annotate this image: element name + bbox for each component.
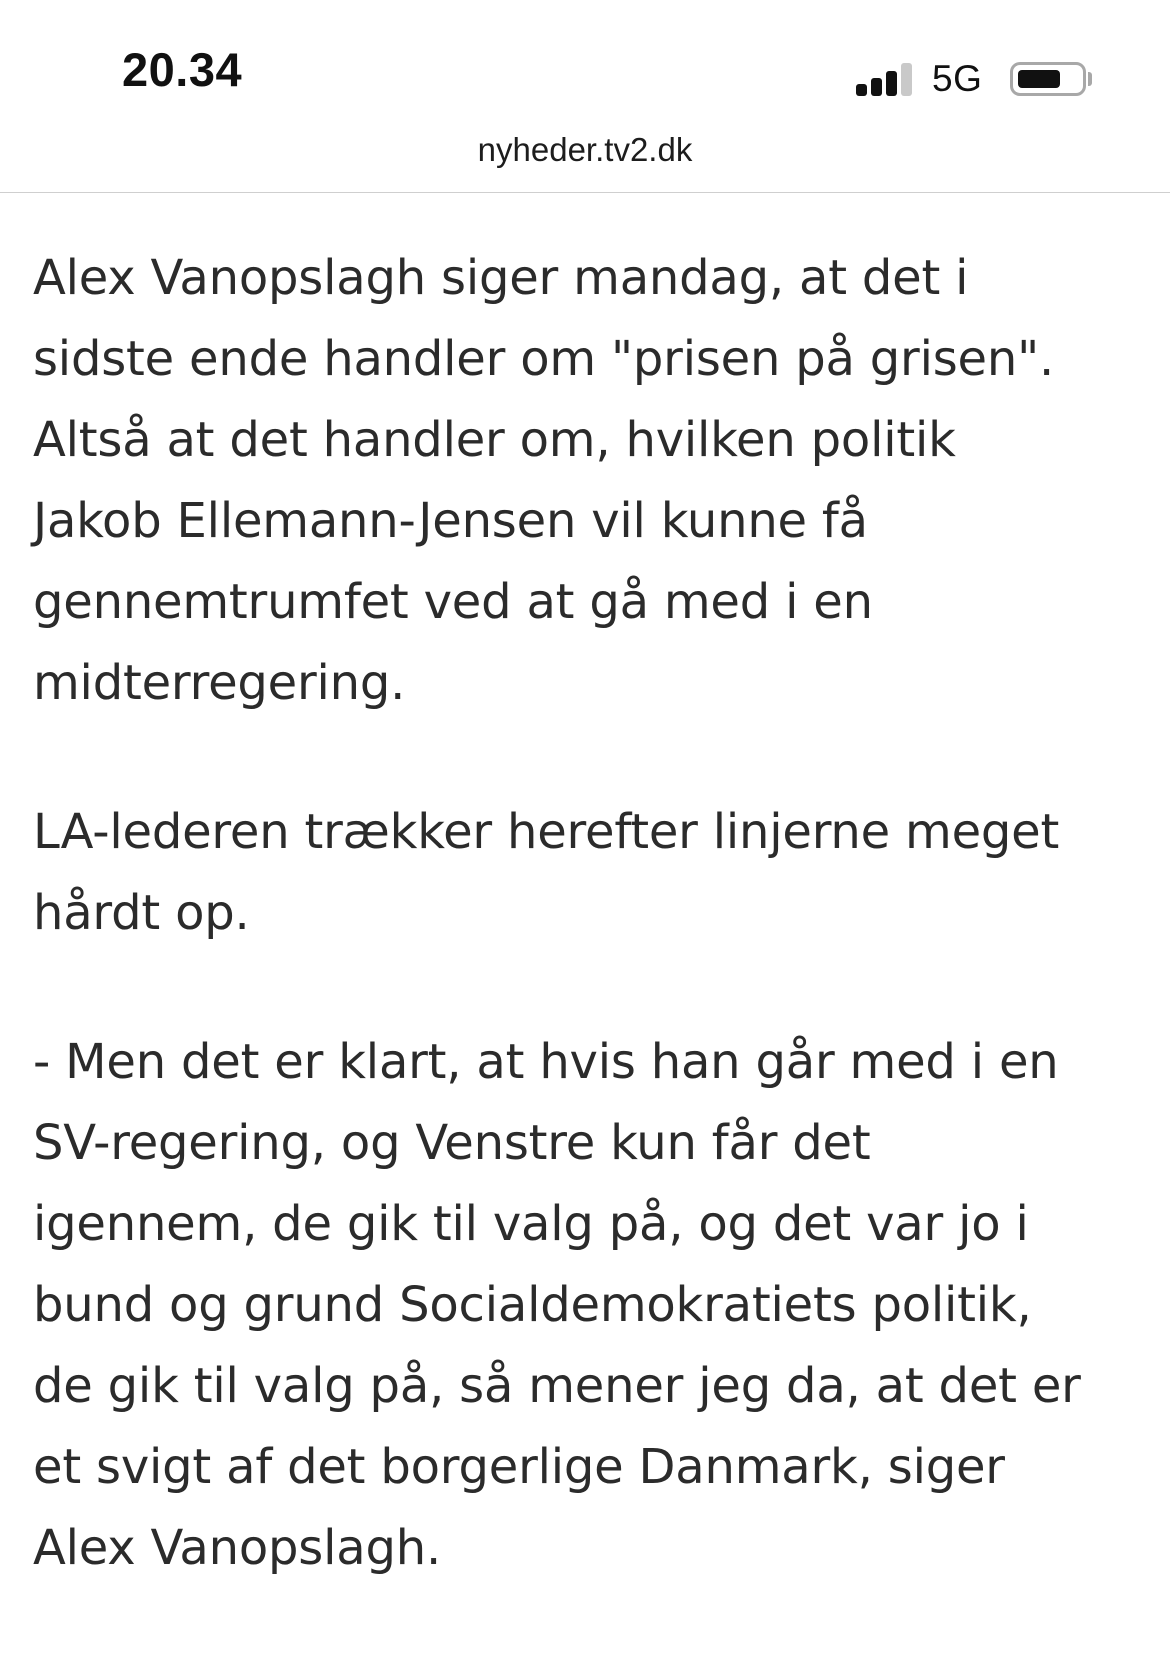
page-url[interactable]: nyheder.tv2.dk — [477, 131, 693, 168]
text-line: Alex Vanopslagh. — [33, 1520, 442, 1576]
signal-bar-3 — [886, 71, 897, 96]
cellular-signal-icon — [856, 62, 914, 96]
signal-bar-2 — [871, 78, 882, 96]
browser-url-bar[interactable] — [0, 122, 1170, 192]
text-line: et svigt af det borgerlige Danmark, siger — [33, 1439, 1005, 1495]
text-line: Alex Vanopslagh siger mandag, at det i — [33, 250, 969, 306]
signal-bar-4 — [901, 63, 912, 96]
text-line: Altså at det handler om, hvilken politik — [33, 412, 956, 468]
text-line: - Men det er klart, at hvis han går med i en — [33, 1034, 1059, 1090]
text-line: LA-lederen trækker herefter linjerne meget — [33, 804, 1060, 860]
battery-level-fill — [1018, 70, 1060, 88]
article-body — [33, 238, 1123, 1657]
article-paragraph-3 — [33, 1022, 1123, 1589]
signal-bar-1 — [856, 84, 867, 96]
text-line: SV-regering, og Venstre kun får det — [33, 1115, 871, 1171]
text-line: Jakob Ellemann-Jensen vil kunne få — [33, 493, 868, 549]
text-line: hårdt op. — [33, 885, 250, 941]
battery-icon — [1010, 62, 1086, 96]
status-time: 20.34 — [122, 43, 243, 96]
text-line: bund og grund Socialdemokratiets politik, — [33, 1277, 1032, 1333]
text-line: midterregering. — [33, 655, 406, 711]
text-line: gennemtrumfet ved at gå med i en — [33, 574, 873, 630]
header-divider — [0, 192, 1170, 193]
network-type: 5G — [932, 58, 983, 99]
text-line: sidste ende handler om "prisen på grisen". — [33, 331, 1055, 387]
article-paragraph-2 — [33, 792, 1123, 954]
battery-cap — [1088, 72, 1092, 86]
text-line: de gik til valg på, så mener jeg da, at det er — [33, 1358, 1081, 1414]
status-bar — [0, 0, 1170, 120]
text-line: igennem, de gik til valg på, og det var jo i — [33, 1196, 1029, 1252]
article-paragraph-1 — [33, 238, 1123, 724]
